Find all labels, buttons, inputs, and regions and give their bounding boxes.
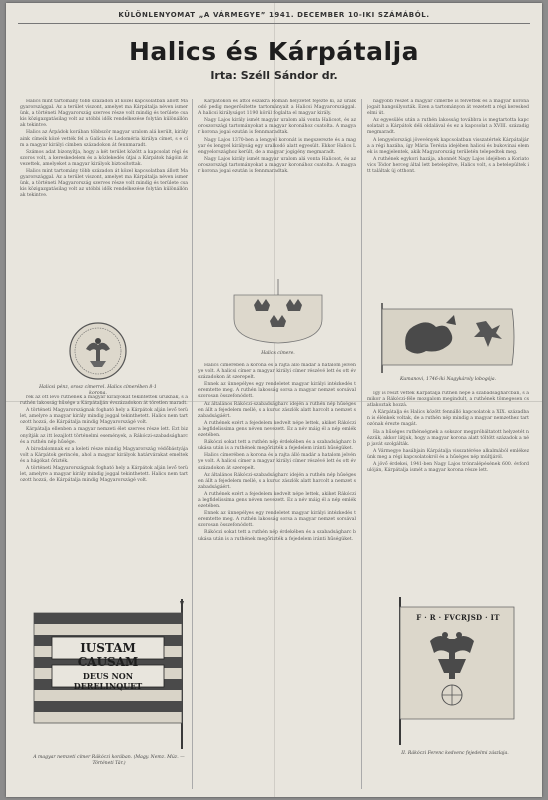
halics-seal-illustration: [68, 321, 128, 381]
figure-caption: II. Rákóczi Ferenc kedvenc fejedelmi zászlaja.: [401, 751, 509, 756]
figure-caption: Kumanovi, 1746-iki Nagykároly lobogója.: [399, 377, 497, 382]
text-column-3-mid: [367, 391, 529, 591]
figure-caption: Halics címere.: [261, 351, 295, 356]
text-column-3-top: [367, 99, 529, 295]
paragraph: A birodalomnak ez a keleti része mindig Magyarország védőbástyája volt a Kárpátok gerincén, ahol a magyar királyok határvárakat emeltek és a hágókat őrizték.: [20, 446, 188, 464]
paragraph: Ennek az ünnepélyes egy rendeletet magyar királyi intézkedés teremtette meg. A ruthén lakosság sorsa a magyar nemzet sorsával szorosan összefonódott.: [198, 382, 356, 400]
paragraph: Nagy Lajos király ismét magyar uralom alá vonta Halicsot, és az oroszországi tartományokat a magyar koronához csatolta. A magyar korona jogai ezután is fennmaradtak.: [198, 118, 356, 136]
paragraph: Halics mint tartomány több századon át közel kapcsolatban állott Magyarországgal. Az a terület viszont, amelyet ma Kárpátalja néven ismerünk, a történeti Magyarország szerves része volt mindig és területe csakis közigazgatásilag volt az utóbbi idők rendelkezése folytán különállónak tekintve.: [20, 169, 188, 199]
paragraph: Rákóczi sokat tett a ruthén nép érdekében és a szabadságharc bukása után is a ruthének megőrizték a fejedelem iránti hűségüket.: [198, 440, 356, 452]
text-column-2-mid: [198, 363, 356, 793]
paragraph: A Vármegye hasábjain Kárpátalja visszatérése alkalmából emlékezünk meg a régi kapcsolatokról és a hűséges nép múltjáról.: [367, 448, 529, 460]
paragraph: Számos adat bizonyítja, hogy a két terület között a kapcsolat régi és szoros volt, a kereskedelem és a közlekedés útjai a Kárpátok hágóin át vezettek, amelyeket a magyar királyok biztosítottak.: [20, 149, 188, 167]
flag-inscription: F · R · FVCRJSD · IT: [416, 613, 500, 622]
banner-motto-top: IUSTAM CAUSAM: [77, 641, 139, 669]
banner-motto-bottom: DEUS NON DERELINQUET: [73, 671, 143, 691]
column-separator-2: [361, 99, 362, 789]
paragraph: Az általános Rákóczi-szabadságharc idején a ruthén nép hűségesen állt a fejedelem mellé, s a kuruc zászlók alatt harcolt a nemzet szabadságáért.: [198, 472, 356, 490]
article-byline: Irta: Széll Sándor dr.: [210, 69, 338, 82]
paragraph: rek az ott levő ruthének a magyar királyokat tekintették uruknak, s a ruthén lakosság hűsége a Kárpátalján évszázadokon át töretlen maradt.: [20, 395, 188, 407]
paragraph: Nagy Lajos király ismét magyar uralom alá vonta Halicsot, és az oroszországi tartományokat a magyar koronához csatolta. A magyar korona jogai ezután is fennmaradtak.: [198, 156, 356, 175]
text-column-1-top: [20, 99, 188, 317]
paragraph: Kárpátalja ellenben a magyar nemzeti élet szerves része lett. Ezt bizonyítják az itt lezajlott történelmi események, a Rákóczi-szabadságharc és a ruthén nép hűsége.: [20, 427, 188, 445]
paragraph: A ruthének egykori hazája, ahonnét Nagy Lajos idejében a Koriatovics Tódor herceg által lett betelepítve, Halics volt, s a betelepültek itt találtak új otthont.: [367, 156, 529, 175]
paragraph: Nagy Lajos 1370-ben a lengyel koronát is megszerezte és a magyar és lengyel királyság egy uralkodó alatt egyesült. Ekkor Halics Lengyelországhoz került, de a magyar jogigény megmaradt.: [198, 137, 356, 155]
figure-caption: Halicsi pénz, orosz címerrel. Halics címerében 8-1 korona.: [39, 385, 157, 396]
paragraph: Halics mint tartomány több századon át közel kapcsolatban állott Magyarországgal. Az a terület viszont, amelyet ma Kárpátalja néven ismerünk, a történeti Magyarország szerves része volt mindig és területe csakis közigazgatásilag volt az utóbbi idők rendelkezése folytán különállónak tekintve.: [20, 99, 188, 129]
paragraph: Az egyesülés után a ruthén lakosság továbbra is megtartotta kapcsolatait a Kárpátok déli oldalával és ez a kapcsolat a XVIII. századig megmaradt.: [367, 118, 529, 136]
paragraph: Halics az Árpádok korában többször magyar uralom alá került, királyaink címeik közé vették fel a Galícia és Lodoméria királya címet, s e cím a magyar királyi címben századokon át fennmaradt.: [20, 130, 188, 148]
paragraph: A ruthének ezért a fejedelem kedvelt népe lettek, akiket Rákóczi a legfidelissima gens néven nevezett. Ez a név máig él a nép emlékezetében.: [198, 420, 356, 439]
article-title: Halics és Kárpátalja: [128, 37, 420, 66]
paragraph: Rákóczi sokat tett a ruthén nép érdekében és a szabadságharc bukása után is a ruthének megőrizték a fejedelem iránti hűségüket.: [198, 530, 356, 542]
paragraph: A történeti Magyarországnak fogható hely a Kárpátok alján levő terület, amelyre a magyar király mindig joggal tekinthetett. Halics nem tartozott hozzá, de Kárpátalja mindig Magyarországé volt.: [20, 466, 188, 484]
paragraph: Kárpátokon és attól északra Román helyzetét fejezte ki, az uralkodó pedig megerősítette tartományait a Halicsi Magyarországgal. A halicsi királyságot 1190 körül foglalta el magyar király.: [198, 99, 356, 117]
ruthenian-banner-illustration: [376, 301, 520, 373]
paragraph: A történeti Magyarországnak fogható hely a Kárpátok alján levő terület, amelyre a magyar király mindig joggal tekinthetett. Halics nem tartozott hozzá, de Kárpátalja mindig Magyarországé volt.: [20, 408, 188, 426]
header-rule: [18, 23, 530, 24]
paragraph: A jövő érdekei, 1941-ben Nagy Lajos trónralépésének 600. évfordulóján, Kárpátalja ismét a magyar korona része lett.: [367, 462, 529, 474]
column-separator-1: [192, 99, 193, 789]
paragraph: Így is részt vettek Kárpátalja ruthén népe a szabadságharcban, s amikor a Rákóczi-féle mozgalom megindult, a ruthének tömegesen csatlakoztak hozzá.: [367, 391, 529, 409]
halics-coat-of-arms-illustration: [224, 279, 332, 345]
text-column-2-top: [198, 99, 356, 271]
figure-caption: A magyar nemzeti címer Rákóczi korában. (Magy. Nemz. Múz. — Történeti Tár.): [33, 755, 185, 766]
paragraph: Halics címerében a korona és a rajta álló madár a hatalom jelvénye volt. A halicsi címer a magyar királyi címer részévé lett és ott évszázadokon át szerepelt.: [198, 363, 356, 381]
paragraph: A ruthének ezért a fejedelem kedvelt népe lettek, akiket Rákóczi a legfidelissima gens néven nevezett. Ez a név máig él a nép emlékezetében.: [198, 491, 356, 510]
newspaper-page: [6, 3, 542, 797]
rakoczi-eagle-flag-illustration: [390, 595, 520, 745]
paragraph: Ennek az ünnepélyes egy rendeletet magyar királyi intézkedés teremtette meg. A ruthén lakosság sorsa a magyar nemzet sorsával szorosan összefonódott.: [198, 511, 356, 529]
paragraph: Az általános Rákóczi-szabadságharc idején a ruthén nép hűségesen állt a fejedelem mellé, s a kuruc zászlók alatt harcolt a nemzet szabadságáért.: [198, 401, 356, 419]
paragraph: Halics címerében a korona és a rajta álló madár a hatalom jelvénye volt. A halicsi címer a magyar királyi címer részévé lett és ott évszázadokon át szerepelt.: [198, 453, 356, 471]
paragraph: Ha a hűséges ruthénségnek a sokszor megpróbáltatott helyzetét nézzük, akkor látjuk, hogy a magyar korona alatt töltött századok a nép javát szolgálták.: [367, 429, 529, 447]
paragraph: A Kárpátalja és Halics között fennálló kapcsolatok a XIX. században is élénkek voltak, de a ruthén nép mindig a magyar nemzethez tartozónak érezte magát.: [367, 410, 529, 428]
rakoczi-banner-illustration: [30, 599, 190, 749]
text-column-1-mid: [20, 395, 188, 593]
paragraph: A lengyelországi jövevények kapcsolatban visszatértek Kárpátaljára a régi hazába, így Mária Terézia idejében halicsi és bukovinai elemek is megjelentek, akik Magyarország területén telepedtek meg.: [367, 137, 529, 155]
paragraph: nagyobb részét a magyar címerbe is felvették és a magyar korona jogait hangsúlyozták. Ezen a tartományon át vezetett a régi kereskedelmi út.: [367, 99, 529, 117]
reprint-header: KÜLÖNLENYOMAT „A VÁRMEGYE” 1941. DECEMBER 10-IKI SZÁMÁBÓL.: [118, 11, 430, 19]
